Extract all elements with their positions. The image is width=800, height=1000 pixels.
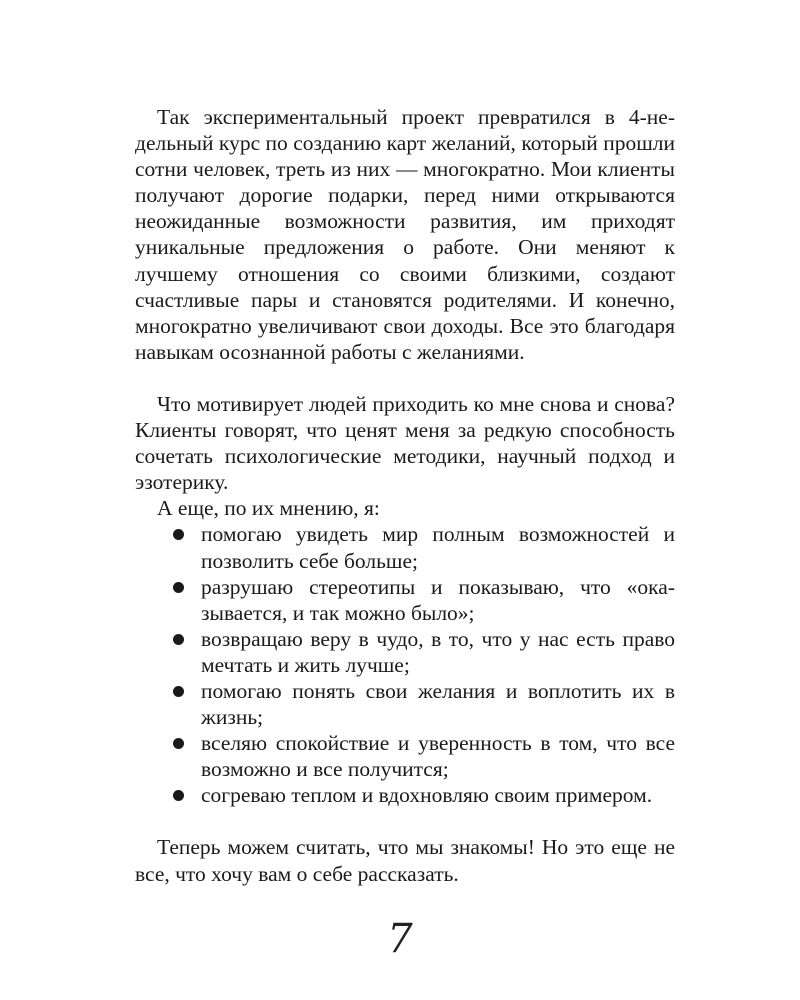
list-item [135,521,675,573]
list-item-text: вселяю спокойствие и уверенность в том, что все возможно и все получится; [201,731,675,782]
paragraph-gap [135,808,675,834]
bullet-icon [173,582,184,593]
bullet-icon [173,738,184,749]
bullet-list [135,521,675,808]
list-item [135,626,675,678]
list-item-text: помогаю понять свои желания и воплотить их в жизнь; [201,678,675,730]
paragraph-opinion-lead: А еще, по их мнению, я: [157,496,380,521]
list-item [135,782,675,808]
bullet-icon [173,790,184,801]
page-body [135,104,675,887]
list-item [135,678,675,730]
bullet-icon [173,686,184,697]
bullet-icon [173,529,184,540]
list-item-text: возвращаю веру в чудо, в то, что у нас есть право мечтать и жить лучше; [201,626,675,677]
list-item-text: помогаю увидеть мир полным возможностей и позволить себе больше; [201,522,675,573]
list-item [135,574,675,626]
page-number: 7 [387,916,413,962]
list-item-text: разрушаю стереотипы и показываю, что «оказывается, и так можно было»; [201,574,675,625]
paragraph-gap [135,365,675,391]
bullet-icon [173,634,184,645]
paragraph-closing: Теперь можем считать, что мы знакомы! Но это еще не все, что хочу вам о себе рассказать. [135,835,675,886]
paragraph-intro: Так экспериментальный проект превратился в 4-недельный курс по созданию карт желаний, который прошли сотни человек, треть из них — многократно. Мои клиенты получают дорогие подарки, перед ними открываются неожиданные возможности развития, им приходят уникальные предложения о работе. Они меняют к лучшему отношения со своими близкими, создают счастливые пары и становятся родителями. И конечно, многократно увеличивают свои доходы. Все это благодаря навыкам осознанной работы с желаниями. [135,105,675,364]
list-item [135,730,675,782]
list-item-text: согреваю теплом и вдохновляю своим примером. [201,783,653,808]
paragraph-motivation: Что мотивирует людей приходить ко мне снова и снова? Клиенты говорят, что ценят меня за редкую способность сочетать психологические методики, научный подход и эзотерику. [135,391,675,495]
